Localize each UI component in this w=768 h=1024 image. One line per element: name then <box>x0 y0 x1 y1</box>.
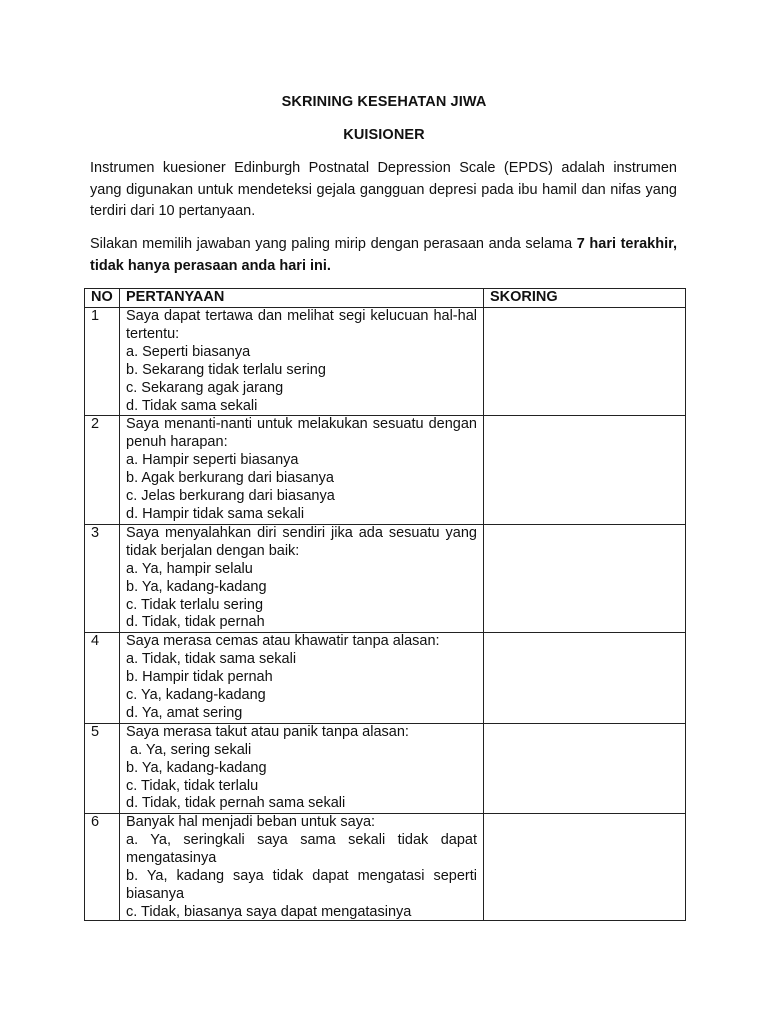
table-header-row <box>85 289 686 308</box>
answer-option: a. Ya, hampir selalu <box>126 560 253 577</box>
answer-option: a. Ya, seringkali saya sama sekali tidak dapat mengatasinya <box>126 832 477 867</box>
question-text: Banyak hal menjadi beban untuk saya: <box>126 814 376 831</box>
answer-option: d. Tidak, tidak pernah sama sekali <box>126 795 346 812</box>
question-text: Saya dapat tertawa dan melihat segi kelucuan hal-hal tertentu: <box>126 308 477 342</box>
row-number: 4 <box>85 633 120 724</box>
answer-option: d. Hampir tidak sama sekali <box>126 505 305 522</box>
question-text: Saya menyalahkan diri sendiri jika ada sesuatu yang tidak berjalan dengan baik: <box>126 524 477 559</box>
row-number: 3 <box>85 524 120 632</box>
score-cell[interactable] <box>484 814 686 921</box>
answer-option: b. Ya, kadang-kadang <box>126 578 267 595</box>
score-cell[interactable] <box>484 524 686 632</box>
table-row <box>85 416 686 524</box>
document-subtitle: KUISIONER <box>343 127 425 143</box>
instruction-text: Silakan memilih jawaban yang paling mirip dengan perasaan anda selama <box>90 236 577 252</box>
answer-option: c. Jelas berkurang dari biasanya <box>126 488 335 505</box>
answer-option: a. Tidak, tidak sama sekali <box>126 651 297 668</box>
row-number: 5 <box>85 723 120 814</box>
question-cell <box>120 416 484 524</box>
intro-paragraph: Instrumen kuesioner Edinburgh Postnatal Depression Scale (EPDS) adalah instrumen yang digunakan untuk mendeteksi gejala gangguan depresi pada ibu hamil dan nifas yang terdiri dari 10 pertanyaan. <box>90 160 677 219</box>
score-cell[interactable] <box>484 723 686 814</box>
answer-option: d. Tidak, tidak pernah <box>126 614 265 631</box>
row-number: 2 <box>85 416 120 524</box>
question-cell <box>120 524 484 632</box>
question-text: Saya menanti-nanti untuk melakukan sesuatu dengan penuh harapan: <box>126 416 477 451</box>
score-cell[interactable] <box>484 416 686 524</box>
questionnaire-table <box>84 288 686 921</box>
answer-option: a. Seperti biasanya <box>126 343 251 360</box>
question-cell <box>120 814 484 921</box>
row-number: 6 <box>85 814 120 921</box>
question-cell-content <box>126 814 477 920</box>
instruction-paragraph <box>90 234 677 277</box>
instruction-emphasis: 7 hari terakhir, tidak hanya perasaan anda hari ini. <box>90 236 677 274</box>
row-number: 1 <box>85 308 120 416</box>
header-no: NO <box>85 289 120 308</box>
answer-option: c. Ya, kadang-kadang <box>126 687 266 704</box>
answer-option: a. Ya, sering sekali <box>126 741 252 758</box>
answer-option: d. Ya, amat sering <box>126 704 243 721</box>
question-text: Saya merasa cemas atau khawatir tanpa alasan: <box>126 633 440 650</box>
question-text: Saya merasa takut atau panik tanpa alasan: <box>126 723 409 740</box>
question-cell <box>120 633 484 724</box>
document-title: SKRINING KESEHATAN JIWA <box>281 94 487 110</box>
answer-option: b. Sekarang tidak terlalu sering <box>126 361 326 378</box>
table-row <box>85 524 686 632</box>
header-score: SKORING <box>484 289 686 308</box>
answer-option: d. Tidak sama sekali <box>126 397 258 414</box>
answer-option: c. Tidak terlalu sering <box>126 596 264 613</box>
answer-option: b. Agak berkurang dari biasanya <box>126 470 334 487</box>
table-row <box>85 814 686 921</box>
table-row <box>85 633 686 724</box>
answer-option: a. Hampir seperti biasanya <box>126 452 299 469</box>
score-cell[interactable] <box>484 633 686 724</box>
score-cell[interactable] <box>484 308 686 416</box>
answer-option: c. Tidak, biasanya saya dapat mengatasinya <box>126 903 412 920</box>
answer-option: b. Ya, kadang saya tidak dapat mengatasi seperti biasanya <box>126 868 477 902</box>
answer-option: c. Sekarang agak jarang <box>126 379 284 396</box>
question-cell <box>120 308 484 416</box>
header-question: PERTANYAAN <box>120 289 484 308</box>
answer-option: b. Ya, kadang-kadang <box>126 759 267 776</box>
answer-option: b. Hampir tidak pernah <box>126 669 273 686</box>
answer-option: c. Tidak, tidak terlalu <box>126 777 259 794</box>
table-row <box>85 723 686 814</box>
table-row <box>85 308 686 416</box>
question-cell <box>120 723 484 814</box>
